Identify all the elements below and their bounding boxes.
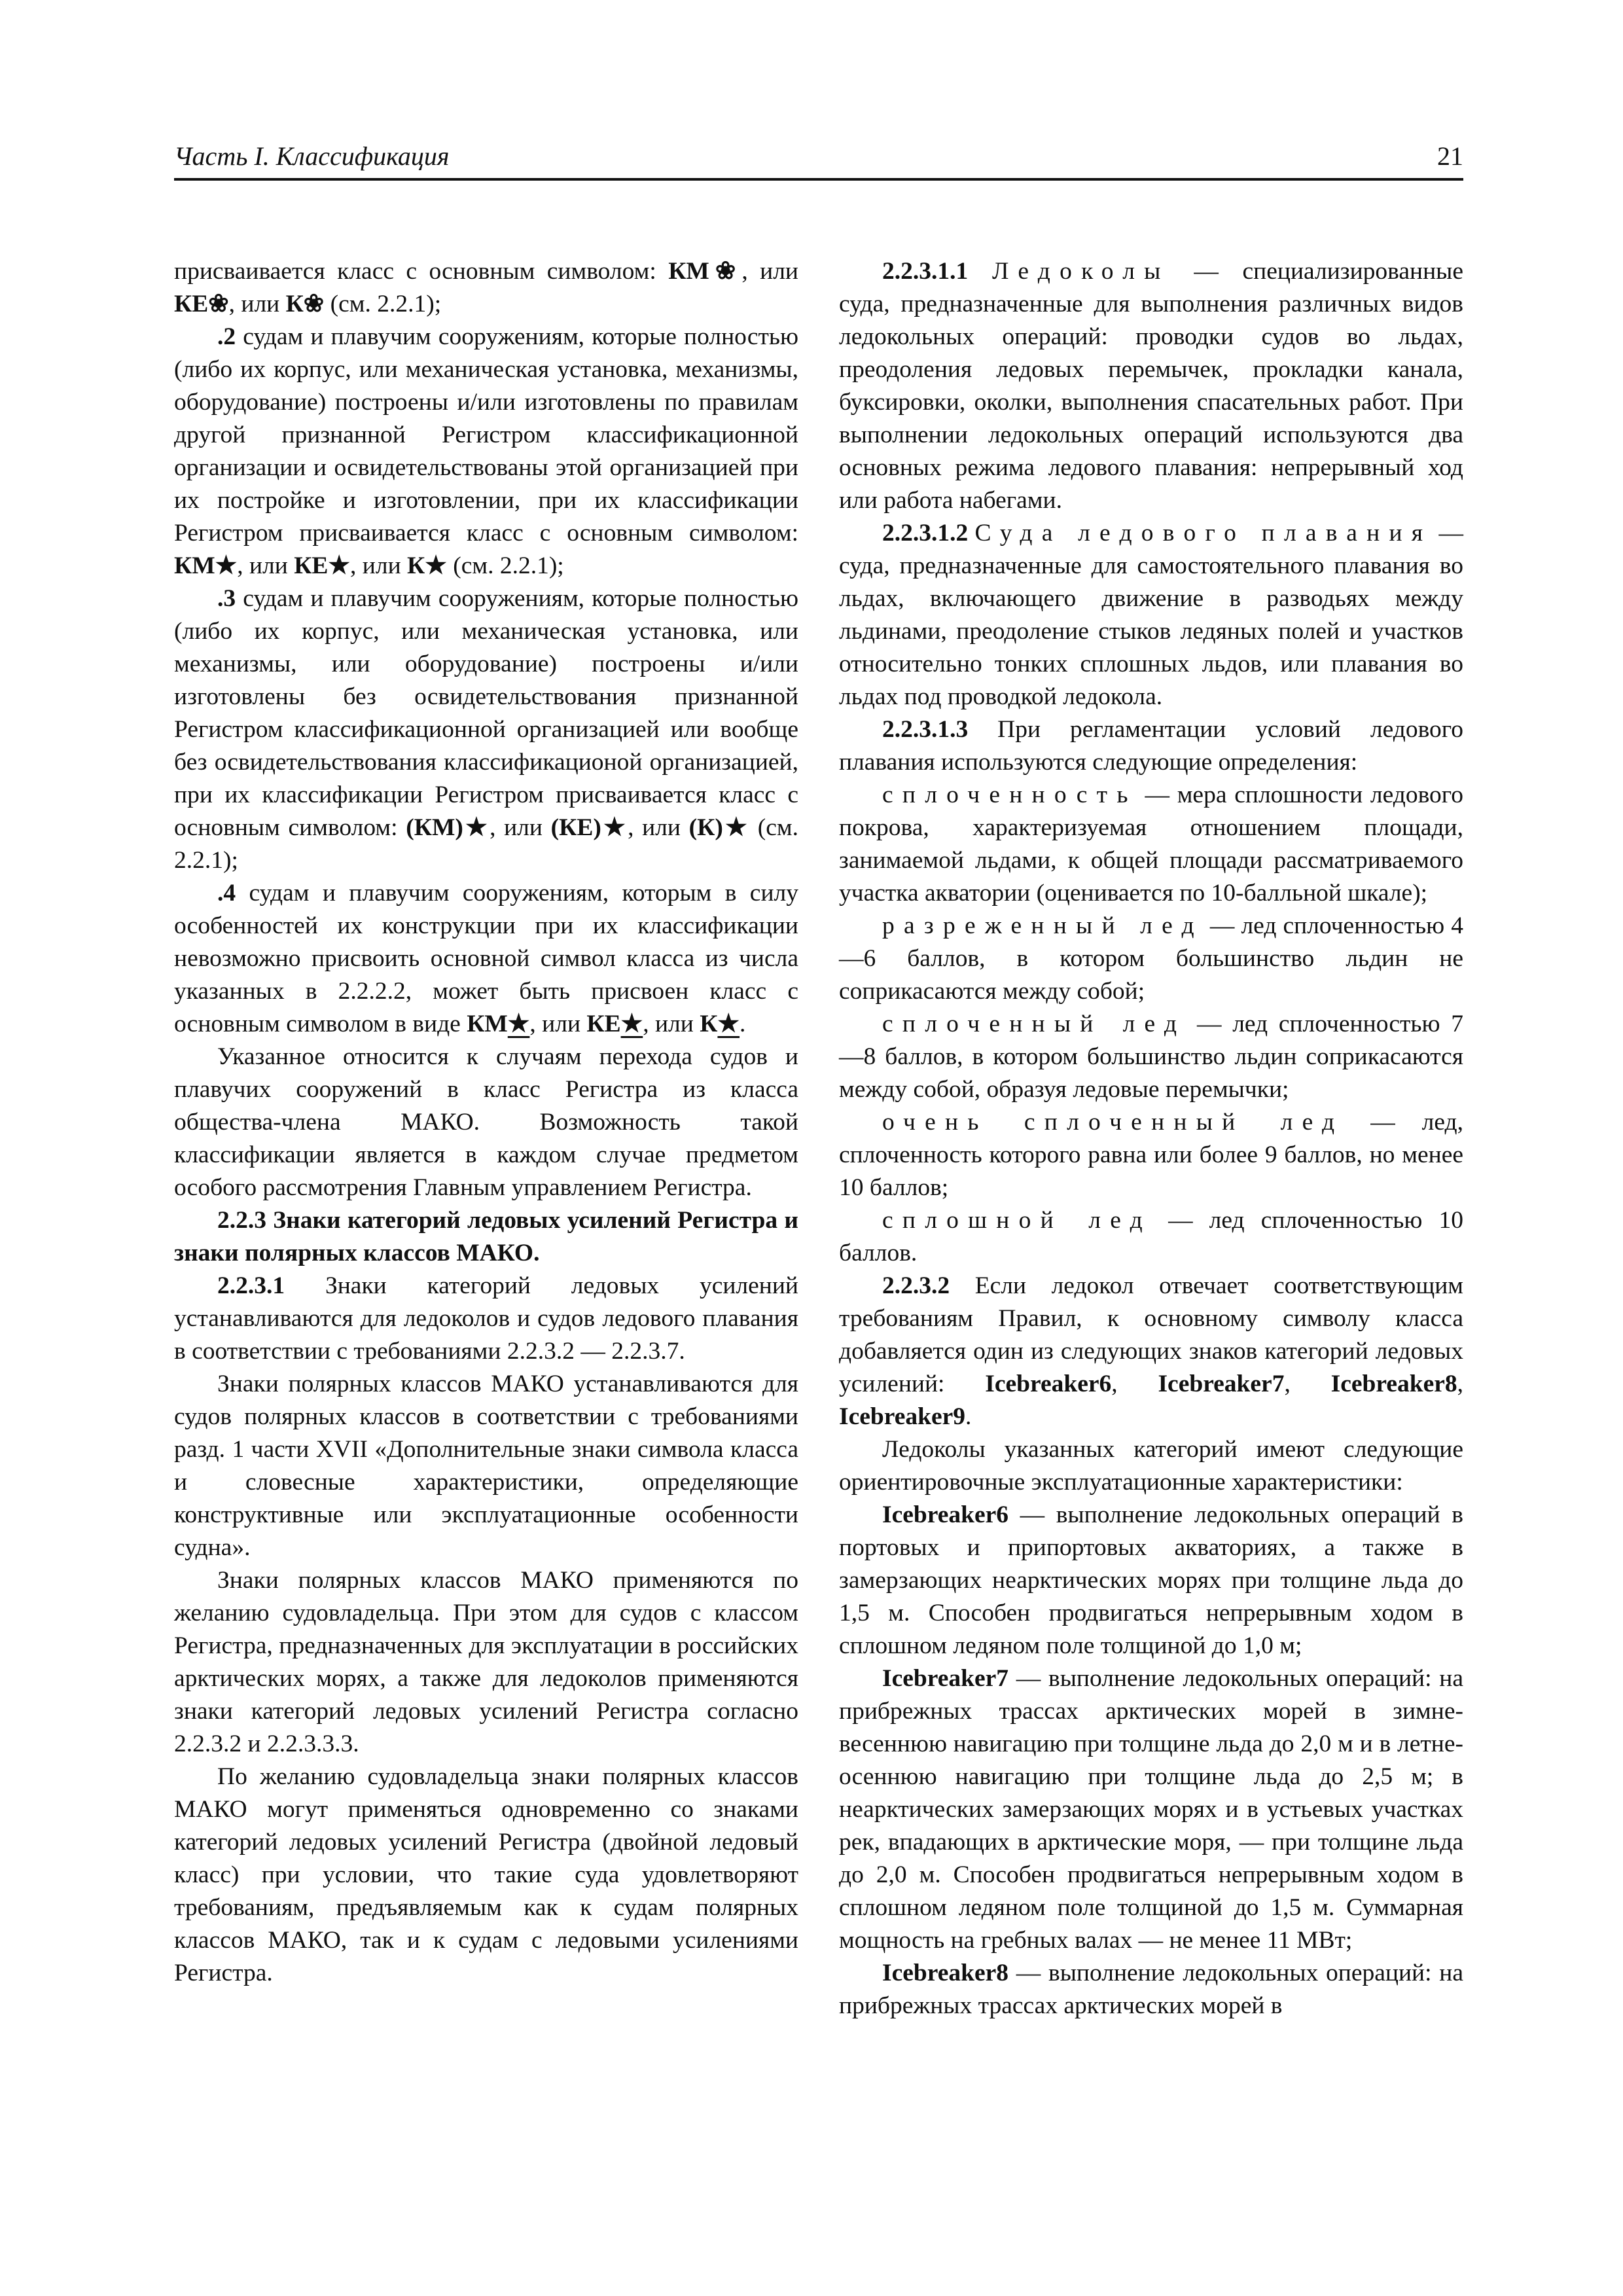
header-rule: [174, 178, 1463, 181]
item-number: .4: [217, 880, 236, 906]
text: (см. 2.2.1);: [446, 552, 564, 579]
text: — выполнение ледокольных операций: на прибрежных трассах арктических морей в: [839, 1960, 1463, 2019]
mark-icebreaker8: Icebreaker8: [882, 1960, 1008, 1986]
symbol-ke-star: КЕ★: [294, 552, 351, 579]
text: .: [740, 1011, 746, 1037]
text: — мера сплошности ледового покрова, характеризуемая отношением площади, занимаемой льдами, к общей площади рассматриваемого участка акватории (оценивается по 10-балльной шкале);: [839, 781, 1463, 906]
symbol-k-flower: К❀: [285, 291, 325, 317]
paragraph-2-2-3-2: [839, 1270, 1463, 1433]
defined-term: Ледоколы: [991, 258, 1170, 285]
text: судам и плавучим сооружениям, которые полностью (либо их корпус, или механическая установка, механизмы, оборудование) построены и/или изготовлены по правилам другой признанной Регистром классификационной организации и освидетельствованы этой организацией при их постройке и изготовлении, при их классификации Регистром присваивается класс с основным символом:: [174, 323, 798, 547]
symbol-letters: К: [700, 1011, 718, 1037]
paragraph-2-2-3-1-1: [839, 255, 1463, 517]
text: , или: [228, 291, 286, 317]
symbol-ke-flower: КЕ❀: [174, 291, 229, 317]
definition-open-ice: [839, 910, 1463, 1008]
definition-concentration: [839, 779, 1463, 910]
symbol-km-star-underlined: [467, 1011, 529, 1037]
paragraph-item-4: [174, 877, 798, 1041]
separator: ,: [1457, 1371, 1464, 1397]
text: , или: [237, 552, 294, 579]
defined-term: сплоченность: [882, 781, 1137, 808]
text: судам и плавучим сооружениям, которым в силу особенностей их конструкции при их классификации невозможно присвоить основной символ класса из числа указанных в 2.2.2.2, может быть присвоен класс с основным символом в виде: [174, 880, 798, 1037]
paragraph-continuation: [174, 255, 798, 321]
text: , или: [350, 552, 408, 579]
item-number: .2: [217, 323, 236, 350]
separator: ,: [1111, 1371, 1158, 1397]
mark-icebreaker6: Icebreaker6: [985, 1371, 1112, 1397]
symbol-km-star-parenthesized: (КМ)★: [406, 814, 490, 841]
paragraph-item-2: [174, 321, 798, 583]
defined-term: сплоченный лед: [882, 1011, 1186, 1037]
text: судам и плавучим сооружениям, которые полностью (либо их корпус, или механическая установка, или механизмы, или оборудование) построены и/или изготовлены без освидетельствования признанной Регистром классификационной организацией или вообще без освидетельствования классификационой организацией, при их классификации Регистром присваивается класс с основным символом:: [174, 585, 798, 841]
text: , или: [643, 1011, 700, 1037]
separator: ,: [1284, 1371, 1331, 1397]
clause-number: 2.2.3.1.2: [882, 520, 969, 547]
text: — лед, сплоченность которого равна или более 9 баллов, но менее 10 баллов;: [839, 1109, 1463, 1201]
defined-term: Суда ледового плавания: [974, 520, 1433, 547]
text: , или: [741, 258, 798, 285]
symbol-k-star-underlined: [700, 1011, 740, 1037]
clause-number: 2.2.3.1: [217, 1272, 285, 1299]
section-heading-2-2-3: 2.2.3 Знаки категорий ледовых усилений Регистра и знаки полярных классов МАКО.: [174, 1207, 798, 1266]
text: — выполнение ледокольных операций в портовых и припортовых акваториях, а также в замерзающих неарктических морях при толщине льда до 1,5 м. Способен продвигаться непрерывным ходом в сплошном ледяном поле толщиной до 1,0 м;: [839, 1501, 1463, 1659]
paragraph-2-2-3-1: [174, 1270, 798, 1368]
paragraph-2-2-3-1-3: [839, 713, 1463, 779]
clause-number: 2.2.3.1.3: [882, 716, 969, 743]
definition-very-close-ice: [839, 1106, 1463, 1204]
paragraph-characteristics-intro: Ледоколы указанных категорий имеют следующие ориентировочные эксплуатационные характеристики:: [839, 1436, 1463, 1496]
text: — выполнение ледокольных операций: на прибрежных трассах арктических морей в зимне-весеннюю навигацию при толщине льда до 2,0 м и в летне-осеннюю навигацию при толщине льда до 2,5 м; в неарктических замерзающих морях и в устьевых участках рек, впадающих в арктические моря, — при толщине льда до 2,0 м. Способен продвигаться непрерывным ходом в сплошном ледяном поле толщиной до 1,5 м. Суммарная мощность на гребных валах — не менее 11 МВт;: [839, 1665, 1463, 1954]
defined-term: разреженный лед: [882, 912, 1204, 939]
text: При регламентации условий ледового плавания используются следующие определения:: [839, 716, 1463, 776]
separator: .: [965, 1403, 972, 1430]
paragraph-dual-class: По желанию судовладельца знаки полярных классов МАКО могут применяться одновременно со знаками категорий ледовых усилений Регистра (двойной ледовый класс) при условии, что такие суда удовлетворяют требованиям, предъявляемым как к судам полярных классов МАКО, так и к судам с ледовыми усилениями Регистра.: [174, 1763, 798, 1986]
text: — лед сплоченностью 4—6 баллов, в котором большинство льдин не соприкасаются между собой;: [839, 912, 1463, 1005]
page-number: 21: [1437, 141, 1463, 171]
mark-icebreaker8: Icebreaker8: [1330, 1371, 1457, 1397]
star-icon: ★: [620, 1011, 643, 1037]
mark-icebreaker7: Icebreaker7: [882, 1665, 1008, 1692]
text: (см. 2.2.1);: [324, 291, 442, 317]
definition-close-ice: [839, 1008, 1463, 1106]
text: (см. 2.2.1);: [174, 814, 798, 874]
text: присваивается класс с основным символом:: [174, 258, 669, 285]
left-column: [174, 255, 798, 1990]
symbol-k-star: К★: [407, 552, 447, 579]
symbol-letters: КЕ: [586, 1011, 621, 1037]
star-icon: ★: [507, 1011, 530, 1037]
text: Знаки категорий ледовых усилений устанавливаются для ледоколов и судов ледового плавания в соответствии с требованиями 2.2.3.2 — 2.2.3.7.: [174, 1272, 798, 1365]
paragraph-icebreaker8: [839, 1957, 1463, 2022]
symbol-km-flower: КМ❀: [668, 258, 742, 285]
mark-icebreaker7: Icebreaker7: [1158, 1371, 1285, 1397]
clause-number: 2.2.3.1.1: [882, 258, 969, 285]
paragraph-note: Указанное относится к случаям перехода судов и плавучих сооружений в класс Регистра из класса общества-члена МАКО. Возможность такой классификации является в каждом случае предметом особого рассмотрения Главным управлением Регистра.: [174, 1043, 798, 1201]
defined-term: сплошной лед: [882, 1207, 1152, 1234]
text: Если ледокол отвечает соответствующим требованиям Правил, к основному символу класса добавляется один из следующих знаков категорий ледовых усилений:: [839, 1272, 1463, 1397]
right-column: [839, 255, 1463, 2022]
mark-icebreaker6: Icebreaker6: [882, 1501, 1008, 1528]
symbol-ke-star-parenthesized: (КЕ)★: [550, 814, 628, 841]
mark-icebreaker9: Icebreaker9: [839, 1403, 965, 1430]
item-number: .3: [217, 585, 236, 612]
definition-compact-ice: [839, 1204, 1463, 1270]
defined-term: очень сплоченный лед: [882, 1109, 1344, 1136]
paragraph-polar-application: Знаки полярных классов МАКО применяются по желанию судовладельца. При этом для судов с классом Регистра, предназначенных для эксплуатации в российских арктических морях, а также для ледоколов применяются знаки категорий ледовых усилений Регистра согласно 2.2.3.2 и 2.2.3.3.3.: [174, 1567, 798, 1757]
text: — лед сплоченностью 10 баллов.: [839, 1207, 1463, 1266]
paragraph-polar-classes: Знаки полярных классов МАКО устанавливаются для судов полярных классов в соответствии с требованиями разд. 1 части XVII «Дополнительные знаки символа класса и словесные характеристики, определяющие конструктивные или эксплуатационные особенности судна».: [174, 1371, 798, 1561]
paragraph-icebreaker6: [839, 1499, 1463, 1662]
text: , или: [529, 1011, 587, 1037]
symbol-km-star: КМ★: [174, 552, 238, 579]
symbol-letters: КМ: [467, 1011, 508, 1037]
page-header: [174, 141, 1463, 177]
text: , или: [628, 814, 689, 841]
paragraph-icebreaker7: [839, 1662, 1463, 1957]
star-icon: ★: [717, 1011, 740, 1037]
text: — лед сплоченностью 7—8 баллов, в котором большинство льдин соприкасаются между собой, образуя ледовые перемычки;: [839, 1011, 1463, 1103]
header-title: Часть I. Классификация: [174, 141, 450, 171]
text: — суда, предназначенные для самостоятельного плавания во льдах, включающего движение в разводьях между льдинами, преодоление стыков ледяных полей и участков относительно тонких сплошных льдов, или плавания во льдах под проводкой ледокола.: [839, 520, 1464, 710]
symbol-ke-star-underlined: [586, 1011, 643, 1037]
text: — специализированные суда, предназначенные для выполнения различных видов ледокольных операций: проводки судов во льдах, преодоления ледовых перемычек, прокладки канала, буксировки, околки, выполнения спасательных работ. При выполнении ледокольных операций используются два основных режима ледового плавания: непрерывный ход или работа набегами.: [839, 258, 1463, 514]
text: , или: [490, 814, 551, 841]
paragraph-item-3: [174, 583, 798, 877]
clause-number: 2.2.3.2: [882, 1272, 950, 1299]
symbol-k-star-parenthesized: (К)★: [688, 814, 750, 841]
paragraph-2-2-3-1-2: [839, 517, 1463, 713]
